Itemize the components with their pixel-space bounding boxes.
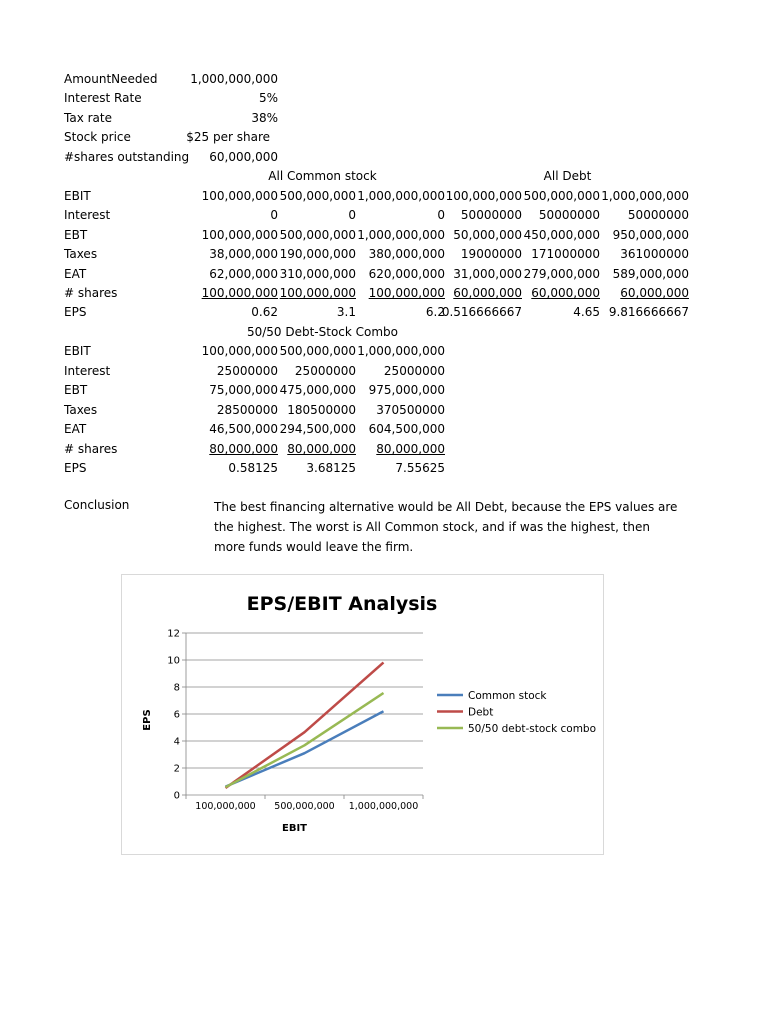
s2-cell: 500,000,000 [279, 344, 356, 358]
y-tick-label: 10 [167, 655, 180, 667]
y-tick-label: 8 [173, 682, 180, 694]
s1-cell: 1,000,000,000 [357, 189, 445, 203]
s1-cell: 100,000,000 [445, 189, 522, 203]
s1-row-label: Interest [64, 208, 111, 222]
s1-row-label: EPS [64, 305, 87, 319]
param-label: #shares outstanding [64, 150, 190, 164]
s1-cell: 100,000,000 [279, 286, 356, 300]
s1-cell: 100,000,000 [201, 286, 278, 300]
param-value: 38% [251, 111, 278, 125]
legend-label: Debt [468, 706, 494, 719]
param-label: Stock price [64, 130, 131, 144]
s1-cell: 500,000,000 [279, 189, 356, 203]
s1-cell: 6.2 [425, 305, 445, 319]
s1-cell: 450,000,000 [523, 228, 600, 242]
s2-cell: 25000000 [383, 364, 445, 378]
x-tick-label: 500,000,000 [274, 801, 335, 812]
s1-cell: 50000000 [627, 208, 689, 222]
s2-row-label: # shares [64, 442, 118, 456]
s1-cell: 500,000,000 [523, 189, 600, 203]
s2-cell: 25000000 [216, 364, 278, 378]
s1-row-label: Taxes [64, 247, 98, 261]
s1-cell: 60,000,000 [620, 286, 689, 300]
s1-cell: 620,000,000 [368, 267, 445, 281]
y-tick-label: 2 [173, 763, 180, 775]
y-tick-label: 0 [173, 790, 180, 802]
y-tick-label: 12 [167, 628, 180, 640]
s1-cell: 1,000,000,000 [357, 228, 445, 242]
s2-cell: 475,000,000 [279, 383, 356, 397]
s2-row-label: EPS [64, 461, 87, 475]
all-debt-title: All Debt [543, 169, 592, 183]
param-label: Interest Rate [64, 91, 142, 105]
s1-row-label: EBIT [64, 189, 91, 203]
x-axis-label: EBIT [282, 823, 307, 834]
s2-row-label: Interest [64, 364, 111, 378]
s1-cell: 1,000,000,000 [601, 189, 689, 203]
s2-row-label: EAT [64, 422, 87, 436]
s2-cell: 46,500,000 [209, 422, 278, 436]
s1-row-label: EBT [64, 228, 88, 242]
combo-title: 50/50 Debt-Stock Combo [246, 325, 399, 339]
s2-cell: 80,000,000 [287, 442, 356, 456]
param-label: Tax rate [64, 111, 112, 125]
s1-cell: 100,000,000 [368, 286, 445, 300]
s1-cell: 60,000,000 [531, 286, 600, 300]
legend-label: Common stock [468, 690, 547, 702]
series-line-50-50-debt-stock-combo [226, 693, 384, 787]
s2-cell: 180500000 [287, 403, 356, 417]
s1-row-label: # shares [64, 286, 118, 300]
chart-svg [122, 575, 603, 854]
s1-cell: 361000000 [620, 247, 689, 261]
s1-cell: 0 [348, 208, 356, 222]
s1-cell: 9.816666667 [608, 305, 689, 319]
s1-row-label: EAT [64, 267, 87, 281]
s1-cell: 500,000,000 [279, 228, 356, 242]
y-tick-label: 4 [173, 736, 180, 748]
s1-cell: 380,000,000 [368, 247, 445, 261]
s2-cell: 75,000,000 [209, 383, 278, 397]
s2-cell: 28500000 [216, 403, 278, 417]
s1-cell: 589,000,000 [612, 267, 689, 281]
s1-cell: 0.516666667 [441, 305, 522, 319]
param-value: 60,000,000 [209, 150, 278, 164]
param-value: $25 per share [186, 130, 270, 144]
s1-cell: 19000000 [460, 247, 522, 261]
s2-cell: 0.58125 [228, 461, 278, 475]
s2-cell: 370500000 [376, 403, 445, 417]
param-label: AmountNeeded [64, 72, 158, 86]
s2-cell: 975,000,000 [368, 383, 445, 397]
s1-cell: 50000000 [538, 208, 600, 222]
s1-cell: 0.62 [251, 305, 278, 319]
eps-ebit-chart [121, 574, 604, 855]
s1-cell: 100,000,000 [201, 228, 278, 242]
s1-cell: 171000000 [531, 247, 600, 261]
s2-cell: 80,000,000 [209, 442, 278, 456]
s1-cell: 60,000,000 [453, 286, 522, 300]
s2-cell: 25000000 [294, 364, 356, 378]
s1-cell: 100,000,000 [201, 189, 278, 203]
s1-cell: 50,000,000 [453, 228, 522, 242]
s2-cell: 7.55625 [395, 461, 445, 475]
s1-cell: 50000000 [460, 208, 522, 222]
x-tick-label: 1,000,000,000 [348, 801, 419, 812]
legend-label: 50/50 debt-stock combo [468, 723, 597, 735]
s1-cell: 0 [270, 208, 278, 222]
s1-cell: 38,000,000 [209, 247, 278, 261]
s2-row-label: Taxes [64, 403, 98, 417]
y-axis-label: EPS [142, 709, 153, 731]
s1-cell: 31,000,000 [453, 267, 522, 281]
chart-title: EPS/EBIT Analysis [246, 593, 438, 615]
s2-cell: 80,000,000 [376, 442, 445, 456]
y-tick-label: 6 [173, 709, 180, 721]
param-value: 5% [258, 91, 278, 105]
common-stock-title: All Common stock [268, 169, 377, 183]
s2-row-label: EBIT [64, 344, 91, 358]
x-tick-label: 100,000,000 [195, 801, 256, 812]
s1-cell: 950,000,000 [612, 228, 689, 242]
s2-cell: 100,000,000 [201, 344, 278, 358]
conclusion-label: Conclusion [64, 498, 130, 512]
s1-cell: 4.65 [573, 305, 600, 319]
s1-cell: 0 [437, 208, 445, 222]
s1-cell: 310,000,000 [279, 267, 356, 281]
conclusion-text: The best financing alternative would be All Debt, because the EPS values are the highest. The worst is All Common stock, and if was the highest, then more funds would leave the firm. [214, 500, 678, 554]
s2-cell: 604,500,000 [368, 422, 445, 436]
s1-cell: 3.1 [336, 305, 356, 319]
s2-cell: 1,000,000,000 [357, 344, 445, 358]
s1-cell: 62,000,000 [209, 267, 278, 281]
s2-row-label: EBT [64, 383, 88, 397]
s1-cell: 190,000,000 [279, 247, 356, 261]
s2-cell: 3.68125 [306, 461, 356, 475]
param-value: 1,000,000,000 [190, 72, 278, 86]
s2-cell: 294,500,000 [279, 422, 356, 436]
s1-cell: 279,000,000 [523, 267, 600, 281]
